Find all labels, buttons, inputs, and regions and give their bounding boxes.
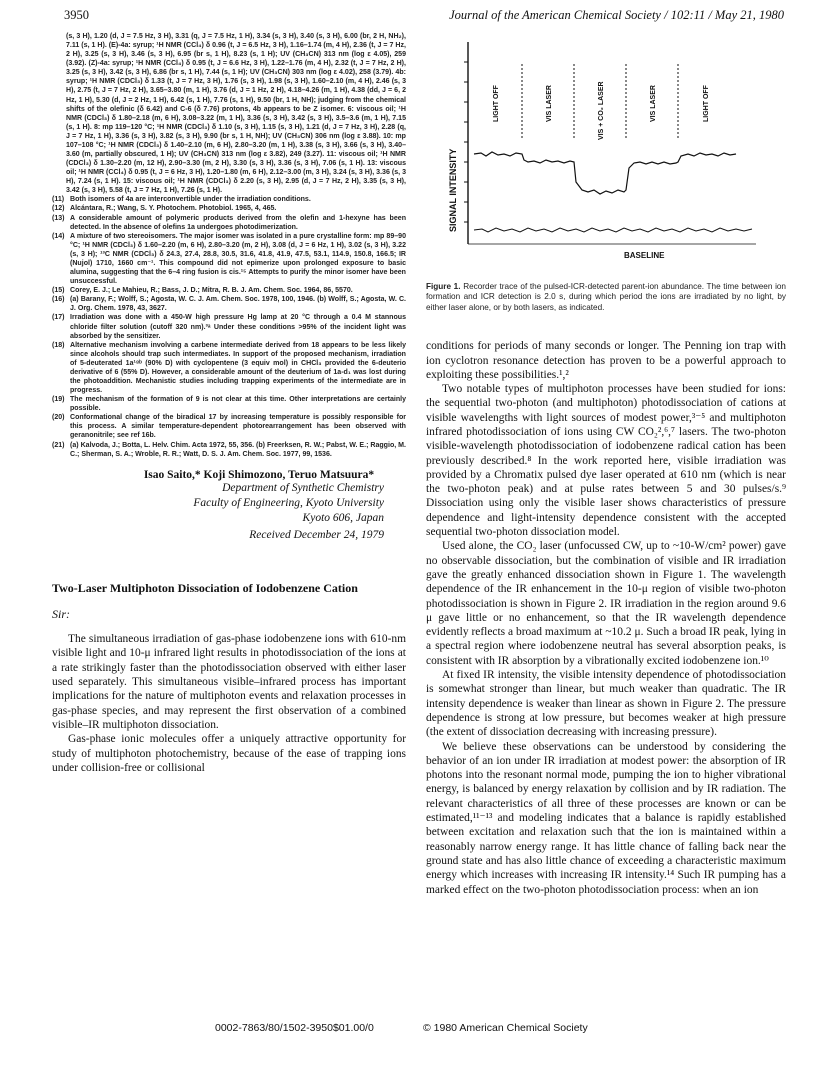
footnote: [52, 441, 406, 459]
footnote-number: (16): [52, 296, 65, 304]
figure-caption-label: Figure 1.: [426, 282, 461, 291]
right-body: [426, 339, 786, 897]
footnote: [52, 395, 406, 413]
issn-code: 0002-7863/80/1502-3950$01.00/0: [215, 1022, 374, 1034]
footnote-text: Irradiation was done with a 450-W high pressure Hg lamp at 20 °C through a 0.4 M stannous chloride filter solution (cutoff 320 nm).³ᵃ Under these conditions >95% of the incident light was absorbed by the sensitizer.: [70, 314, 406, 340]
footnote-text: Alternative mechanism involving a carbene intermediate derived from 18 appears to be less likely since alcohols should trap such intermediates. In support of the proposed mechanism, irradiation of 5-deuterated 1a¹⁸ᵇ (90% D) with cyclopentene (3 equiv mol) in CHCl₃ provided the 6-deuterio derivative of 6 (55% D). However, a considerable amount of the deuterium of 1a-d₁ was lost during the photoaddition. Mechanistic studies including trapping experiments of the intermediate are in progress.: [70, 341, 406, 395]
y-axis-label: SIGNAL INTENSITY: [448, 148, 458, 232]
page-header: [64, 8, 784, 26]
paragraph: At fixed IR intensity, the visible intensity dependence of photodissociation is somewhat stronger than linear, but much weaker than quadratic. The IR intensity dependence is weaker than linear as shown in Figure 2. The pressure dependence is strong at low pressure, but becomes weaker at high pressure (the extent of dissociation decreasing with increasing pressure).: [426, 669, 786, 739]
footnote: [52, 195, 406, 204]
affiliation: [52, 481, 406, 543]
signal-trace: [474, 152, 736, 194]
footnote-text: The mechanism of the formation of 9 is not clear at this time. Other interpretations are certainly possible.: [70, 396, 406, 413]
footnote-number: (11): [52, 196, 65, 204]
footnote-number: (19): [52, 396, 65, 404]
copyright: © 1980 American Chemical Society: [423, 1022, 588, 1034]
paragraph: We believe these observations can be understood by considering the behavior of an ion under IR irradiation at modest power: the absorption of IR photons into the resonant normal mode, pumping the ion to higher vibrational energy, is balanced by energy relaxation by collision and by IR radiation. The relevant characteristics of all three of these processes are known or can be estimated,¹¹⁻¹³ and modeling indicates that a balance is rapidly established between excitation and relaxation such that the ion is maintained within a reasonably narrow energy range. It has little chance of falling back near the ground state and has also little chance of exceeding a characteristic maximum energy which increases with increasing IR intensity.¹⁴ Such IR pumping has a marked effect on the two-photon photodissociation process: when an ion: [426, 740, 786, 896]
footnote-number: (15): [52, 287, 65, 295]
footnote-text: Conformational change of the biradical 17 by increasing temperature is possibly responsible for this process. A similar temperature-dependent photorearrangement has been observed with geranonitrile; see ref 16b.: [70, 414, 406, 440]
author-line: Isao Saito,* Koji Shimozono, Teruo Matsuura*: [143, 468, 375, 481]
footnote: [52, 341, 406, 395]
recorder-trace-plot: [426, 32, 786, 280]
footnote: [52, 232, 406, 286]
footnote: [52, 413, 406, 440]
article-title: Two-Laser Multiphoton Dissociation of Iodobenzene Cation: [52, 580, 358, 595]
footnote-number: (18): [52, 341, 65, 349]
footnote-number: (12): [52, 205, 65, 213]
paragraph: Two notable types of multiphoton processes have been studied for ions: the sequential two-photon (and multiphoton) photodissociation of cations at visible wavelengths with light sources of modest power,³⁻⁵ and multiphoton infrared photodissociation of ions using CW CO₂²,⁶,⁷ lasers. The two-photon visible-wavelength photodissociation of iodobenzene radical cation has been previously described.⁸ In the work reported here, visible irradiation was provided by a Chromatix pulsed dye laser operated at 610 nm (which is near the two-photon peak) and at pulse rates between 5 and 30 pulses/s.⁹ Dissociation using only the visible laser shows characteristics of pressure dependence and light-intensity dependence consistent with the accepted sequential two-photon dissociation model.: [426, 383, 786, 539]
figure-caption-text: Recorder trace of the pulsed-ICR-detected parent-ion abundance. The time between ion formation and ICR detection is 2.0 s, during which period the ions are irradiated by no light, by either laser alone, or by both lasers, as indicated.: [426, 282, 786, 312]
footnote: [52, 286, 406, 295]
baseline-label: BASELINE: [624, 251, 665, 260]
notes-list: [52, 195, 406, 458]
footnote: [52, 204, 406, 213]
notes-section: [52, 32, 406, 459]
footnote-number: (20): [52, 414, 65, 422]
received-date: Received December 24, 1979: [249, 528, 384, 541]
left-body: [52, 632, 406, 775]
segment-label-vis-laser: VIS LASER: [546, 85, 553, 122]
left-column: [52, 32, 406, 775]
footnote: [52, 214, 406, 232]
footnote-text: A considerable amount of polymeric products derived from the olefin and 1-hexyne has been detected. In the absence of olefins 1a undergoes photodimerization.: [70, 214, 406, 231]
footnote-text: Alcántara, R.; Wang, S. Y. Photochem. Photobiol. 1965, 4, 465.: [70, 205, 277, 213]
footnote-text: Corey, E. J.; Le Mahieu, R.; Bass, J. D.; Mitra, R. B. J. Am. Chem. Soc. 1964, 86, 5570.: [70, 287, 353, 295]
city: Kyoto 606, Japan: [302, 511, 384, 524]
segment-label-light-off-2: LIGHT OFF: [703, 85, 710, 122]
page-number: 3950: [64, 8, 89, 22]
footnote-number: (13): [52, 214, 65, 222]
right-column: [426, 32, 786, 897]
faculty: Faculty of Engineering, Kyoto University: [193, 496, 384, 509]
footnote: [52, 295, 406, 313]
figure-1: [426, 32, 786, 280]
footnote-number: (17): [52, 314, 65, 322]
footnote-number: (21): [52, 441, 65, 449]
paragraph: The simultaneous irradiation of gas-phase iodobenzene ions with 610-nm visible light and 10-μ infrared light results in photodissociation of the ions at a rate strikingly faster than the photodissociation observed with either laser used separately. This simultaneous visible–infrared process has important implications for the nature of multiphoton events and relaxation processes in gas-phase species, and may represent the first observation of a combined visible–IR multiphoton dissociation.: [52, 633, 406, 731]
footnote-text: Both isomers of 4a are interconvertible under the irradiation conditions.: [70, 196, 311, 204]
paragraph: Gas-phase ionic molecules offer a uniquely attractive opportunity for study of multiphoton photochemistry, because of the ease of trapping ions under collision-free or collisional: [52, 733, 406, 774]
footnote-text: (a) Barany, F.; Wolff, S.; Agosta, W. C. J. Am. Chem. Soc. 1978, 100, 1946. (b) Wolff, S.; Agosta, W. C. J. Org. Chem. 1978, 43, 3627.: [70, 296, 406, 313]
footnote: [52, 313, 406, 340]
note-10-continuation: (s, 3 H), 1.20 (d, J = 7.5 Hz, 3 H), 3.31 (q, J = 7.5 Hz, 1 H), 3.34 (s, 3 H), 3.40 (s, 3 H), 6.00 (br, 2 H, NH₂), 7.11 (s, 1 H). (E)-4a: syrup; ¹H NMR (CCl₄) δ 0.96 (t, J = 6.5 Hz, 3 H), 1.16–1.74 (m, 4 H), 2.36 (t, J = 7 Hz, 2 H), 3.25 (s, 3 H), 3.46 (s, 3 H), 6.95 (br s, 1 H), 8.23 (s, 1 H); UV (CH₃CN) 313 nm (log ε 4.05), 259 (3.92). (Z)-4a: syrup; ¹H NMR (CCl₄) δ 0.95 (t, J = 6.6 Hz, 3 H), 1.22–1.76 (m, 4 H), 2.32 (t, J = 7 Hz, 2 H), 3.25 (s, 3 H), 3.42 (s, 3 H), 6.86 (br s, 1 H), 7.44 (s, 1 H); UV (CH₃CN) 303 nm (log ε 4.02), 258 (3.79). 4b: syrup; ¹H NMR (CDCl₃) δ 1.33 (t, J = 7 Hz, 3 H), 1.76 (s, 3 H), 1.98 (s, 3 H), 1.60–2.10 (m, 4 H), 2.46 (s, 3 H), 2.75 (t, J = 7 Hz, 2 H), 3.65–3.80 (m, 1 H), 3.76 (d, J = 1 Hz, 2 H), 4.18–4.26 (m, 1 H), 4.38 (dd, J = 6, 2 Hz, 1 H), 5.30 (d, J = 2 Hz, 1 H), 6.42 (s, 1 H), 7.76 (s, 1 H), 9.50 (br, 1 H, NH); judging from the chemical shifts of the olefinic (δ 6.42) and C-6 (δ 7.76) protons, 4b appears to be Z isomer. 6: viscous oil; ¹H NMR (CDCl₃) δ 1.80–2.18 (m, 6 H), 3.08–3.22 (m, 1 H), 3.36 (s, 3 H), 3.42 (s, 3 H), 3.5–3.6 (m, 1 H), 7.15 (s, 1 H). 8: mp 119–120 °C; ¹H NMR (CDCl₃) δ 1.10 (s, 3 H), 1.15 (s, 3 H), 1.21 (d, J = 7 Hz, 3 H), 2.28 (q, J = 7 Hz, 1 H), 3.36 (s, 3 H), 3.82 (s, 3 H), 9.90 (br s, 1 H, NH); UV (CH₃CN) 306 nm (log ε 3.88). 10: mp 107–108 °C; ¹H NMR (CDCl₃) δ 1.40–2.10 (m, 6 H), 2.80–3.20 (m, 1 H), 3.38 (s, 3 H), 3.66 (s, 3 H), 3.40–3.60 (m, partially obscured, 1 H); UV (CH₃CN) 313 nm (log ε 3.82), 249 (3.27). 11: viscous oil; ¹H NMR (CDCl₃) δ 1.30–2.20 (m, 12 H), 2.90–3.30 (m, 2 H), 3.30 (s, 3 H), 3.36 (s, 3 H), 7.06 (s, 1 H). 13: viscous oil; ¹H NMR (CCl₄) δ 0.95 (t, J = 6 Hz, 3 H), 1.20–1.80 (m, 6 H), 2.12–3.00 (m, 3 H), 3.24 (s, 3 H), 3.36 (s, 3 H), 7.24 (s, 1 H). 15: viscous oil; ¹H NMR (CDCl₃) δ 2.20 (s, 3 H), 2.95 (d, J = 7 Hz, 2 H), 3.35 (s, 3 H), 3.42 (s, 3 H), 5.58 (t, J = 7 Hz, 1 H), 7.26 (s, 1 H).: [66, 33, 406, 195]
footnote-text: (a) Kalvoda, J.; Botta, L. Helv. Chim. Acta 1972, 55, 356. (b) Freerksen, R. W.; Pabst, W. E.; Raggio, M. C.; Sherman, S. A.; Wroble, R. R.; Watt, D. S. J. Am. Chem. Soc. 1977, 99, 1536.: [70, 441, 406, 458]
baseline-trace: [474, 228, 752, 232]
paragraph: conditions for periods of many seconds or longer. The Penning ion trap with ion cyclotron resonance detection has proven to be a powerful approach to exploiting these possibilities.¹,²: [426, 340, 786, 381]
journal-citation: Journal of the American Chemical Society / 102:11 / May 21, 1980: [449, 8, 784, 22]
salutation: Sir:: [52, 607, 70, 622]
footnote-text: A mixture of two stereoisomers. The major isomer was isolated in a pure crystalline form: mp 89–90 °C; ¹H NMR (CDCl₃) δ 1.60–2.20 (m, 6 H), 2.80–3.20 (m, 2 H), 3.08 (d, J = 6 Hz, 1 H), 3.02 (s, 3 H), 3.22 (s, 3 H); ¹³C NMR (CDCl₃) δ 24.3, 27.4, 28.8, 30.5, 31.6, 41.8, 41.9, 47.5, 53.1, 114.9, 150.8, 166.5; IR (Nujol) 1710, 1660 cm⁻¹. This compound did not epimerize upon prolonged exposure to basic alumina, suggesting that the 6–4 ring fusion is cis.¹⁵ Attempts to purify the minor isomer have been unsuccessful.: [70, 232, 406, 286]
segment-label-light-off: LIGHT OFF: [493, 85, 500, 122]
department: Department of Synthetic Chemistry: [222, 481, 384, 494]
figure-caption: [426, 282, 786, 313]
segment-label-vis-laser-2: VIS LASER: [650, 85, 657, 122]
paragraph: Used alone, the CO₂ laser (unfocussed CW, up to ~10-W/cm² power) gave no observable dissociation, but the combination of visible and IR irradiation gave the greatly enhanced dissociation shown in Figure 1. The wavelength dependence of the IR enhancement in the 10-μ region of visible two-photon photodissociation is shown in Figure 2. IR irradiation in the region around 9.6 μ gave little or no enhancement, so that the IR wavelength dependence evidently reflects a broad maximum at ~10.2 μ. Such a broad IR peak, lying in a spectral region where iodobenzene neutral has several absorption peaks, is consistent with IR absorption by a vibrationally excited iodobenzene ion.¹⁰: [426, 540, 786, 667]
footnote-number: (14): [52, 232, 65, 240]
segment-label-vis-co2-laser: VIS + CO₂ LASER: [598, 81, 605, 140]
